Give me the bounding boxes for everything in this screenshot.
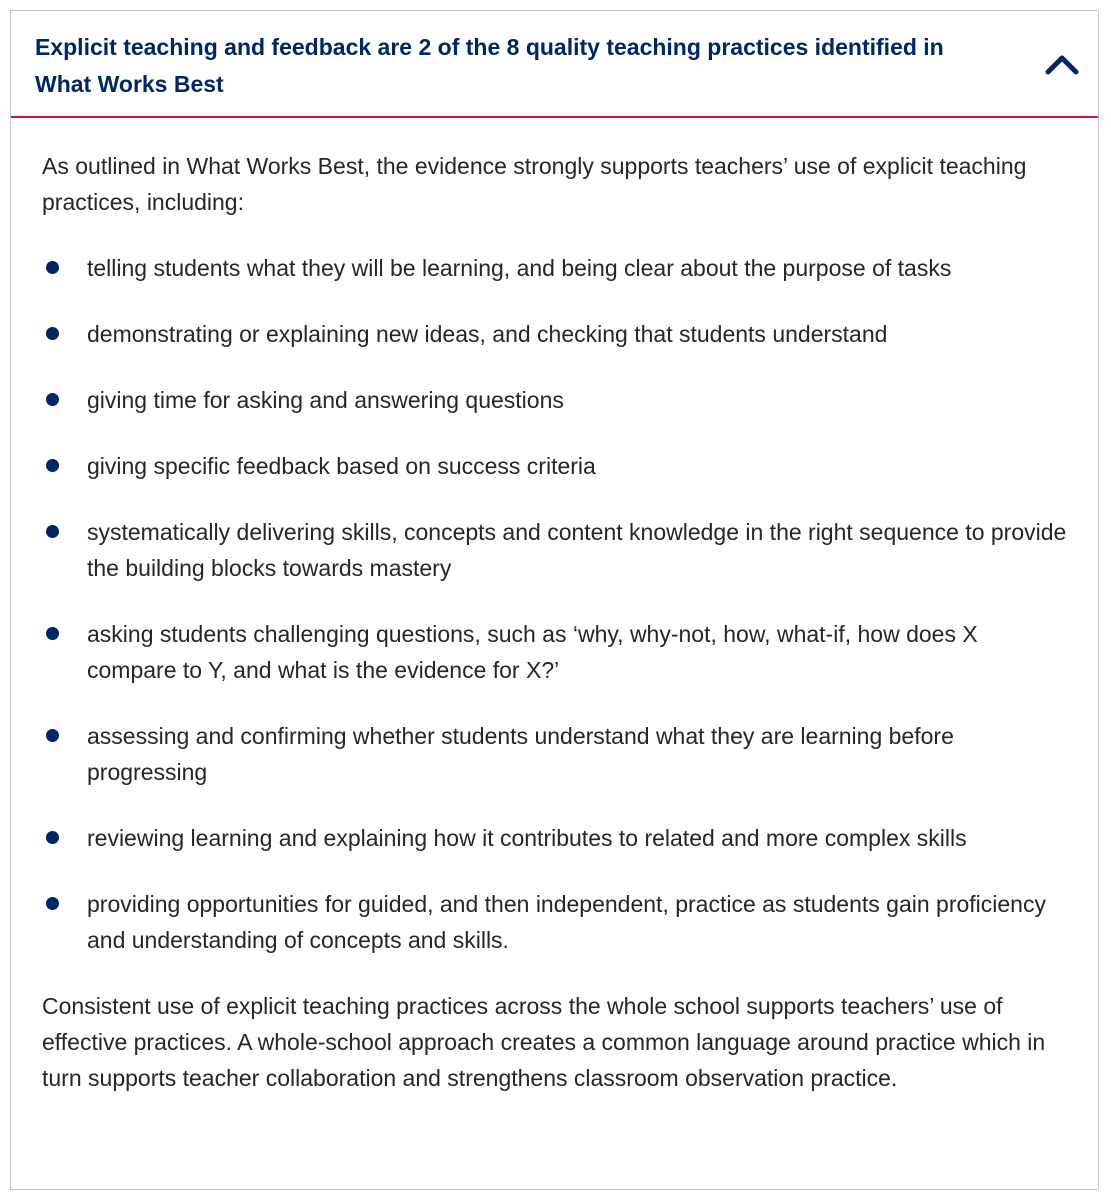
list-item [42, 886, 1068, 958]
bullet-icon [46, 393, 59, 406]
list-item [42, 718, 1068, 790]
list-item [42, 820, 1068, 856]
list-item-text: providing opportunities for guided, and then independent, practice as students gain proficiency and understanding of concepts and skills. [87, 891, 1046, 953]
list-item-text: asking students challenging questions, such as ‘why, why-not, how, what-if, how does X compare to Y, and what is the evidence for X?’ [87, 621, 978, 683]
accordion-header[interactable] [11, 11, 1098, 118]
bullet-icon [46, 831, 59, 844]
list-item-text: giving time for asking and answering questions [87, 387, 564, 413]
list-item [42, 514, 1068, 586]
accordion-content [11, 118, 1098, 1096]
outro-paragraph: Consistent use of explicit teaching practices across the whole school supports teachers’ use of effective practices. A whole-school approach creates a common language around practice which in turn supports teacher collaboration and strengthens classroom observation practice. [42, 993, 1046, 1091]
bullet-icon [46, 525, 59, 538]
bullet-icon [46, 627, 59, 640]
practice-list [42, 250, 1068, 958]
list-item [42, 448, 1068, 484]
bullet-icon [46, 261, 59, 274]
accordion [10, 10, 1099, 1190]
list-item-text: assessing and confirming whether students understand what they are learning before progressing [87, 723, 954, 785]
bullet-icon [46, 729, 59, 742]
chevron-up-icon[interactable] [1044, 51, 1080, 77]
bullet-icon [46, 327, 59, 340]
list-item-text: demonstrating or explaining new ideas, and checking that students understand [87, 321, 888, 347]
list-item [42, 250, 1068, 286]
list-item-text: telling students what they will be learning, and being clear about the purpose of tasks [87, 255, 952, 281]
intro-paragraph: As outlined in What Works Best, the evidence strongly supports teachers’ use of explicit teaching practices, including: [42, 153, 1027, 215]
list-item-text: systematically delivering skills, concepts and content knowledge in the right sequence to provide the building blocks towards mastery [87, 519, 1067, 581]
bullet-icon [46, 897, 59, 910]
accordion-title[interactable]: Explicit teaching and feedback are 2 of the 8 quality teaching practices identified in What Works Best [35, 34, 944, 97]
list-item [42, 616, 1068, 688]
list-item-text: giving specific feedback based on success criteria [87, 453, 596, 479]
list-item-text: reviewing learning and explaining how it contributes to related and more complex skills [87, 825, 967, 851]
list-item [42, 316, 1068, 352]
bullet-icon [46, 459, 59, 472]
list-item [42, 382, 1068, 418]
